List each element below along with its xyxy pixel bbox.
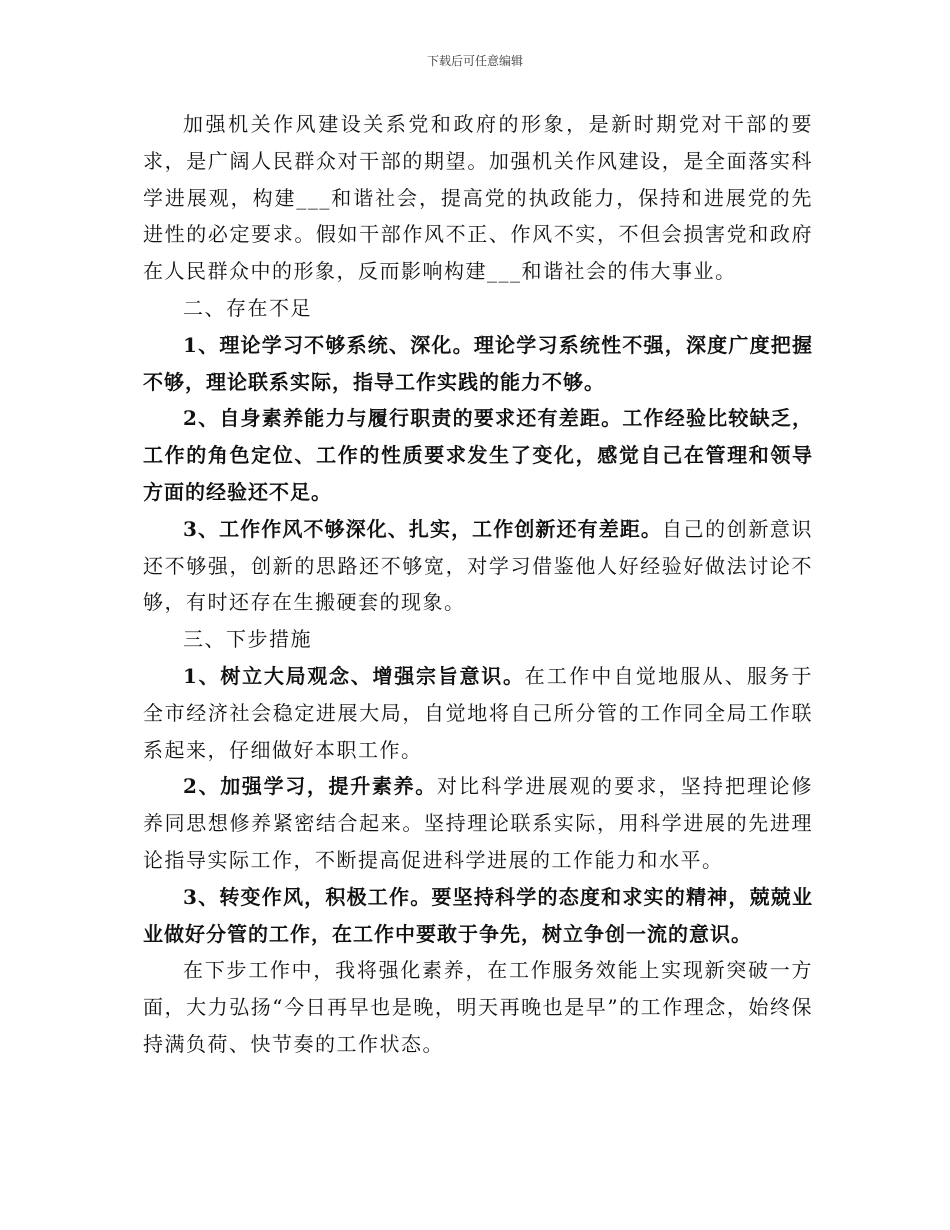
section-3-item-2-text: 对比科学进展观的要求，坚持把理论修养同思想修养紧密结合起来。坚持理论联系实际，用科学进展的先进理论指导实际工作，不断提高促进科学进展的工作能力和水平。 [143,774,814,872]
section-3-item-3: 3、转变作风，积极工作。要坚持科学的态度和求实的精神，兢兢业业做好分管的工作，在工作中要敢于争先，树立争创一流的意识。 [143,884,813,946]
section-2-item-2: 2、自身素养能力与履行职责的要求还有差距。工作经验比较缺乏，工作的角色定位、工作的性质要求发生了变化，感觉自己在管理和领导方面的经验还不足。 [143,406,813,504]
section-3-title: 三、下步措施 [183,627,312,652]
section-3-item-1-lead: 1、树立大局观念、增强宗旨意识。 [183,663,525,688]
section-3-item-1-text: 在工作中自觉地服从、服务于全市经济社会稳定进展大局，自觉地将自己所分管的工作同全局工作联系起来，仔细做好本职工作。 [143,663,814,762]
section-3-item-2 [143,768,813,878]
section-2-title: 二、存在不足 [183,295,312,320]
section-2-item-1: 1、理论学习不够系统、深化。理论学习系统性不强，深度广度把握不够，理论联系实际，指导工作实践的能力不够。 [143,332,813,394]
page-header: 下载后可任意编辑 [426,54,523,68]
section-2-item-3 [143,511,813,621]
document-body [143,106,813,1063]
section-2-item-3-text: 自己的创新意识还不够强，创新的思路还不够宽，对学习借鉴他人好经验好做法讨论不够，有时还存在生搬硬套的现象。 [143,516,814,615]
section-3-item-1 [143,658,813,768]
section-3-item-2-lead: 2、加强学习，提升素养。 [183,774,437,799]
section-2-item-3-lead: 3、工作作风不够深化、扎实，工作创新还有差距。 [183,516,662,541]
intro-paragraph: 加强机关作风建设关系党和政府的形象，是新时期党对干部的要求，是广阔人民群众对干部的期望。加强机关作风建设，是全面落实科学进展观，构建___和谐社会，提高党的执政能力，保持和进展党的先进性的必定要求。假如干部作风不正、作风不实，不但会损害党和政府在人民群众中的形象，反而影响构建___和谐社会的伟大事业。 [143,112,813,284]
closing-paragraph: 在下步工作中，我将强化素养，在工作服务效能上实现新突破一方面，大力弘扬“今日再早也是晚，明天再晚也是早”的工作理念，始终保持满负荷、快节奏的工作状态。 [143,958,813,1056]
